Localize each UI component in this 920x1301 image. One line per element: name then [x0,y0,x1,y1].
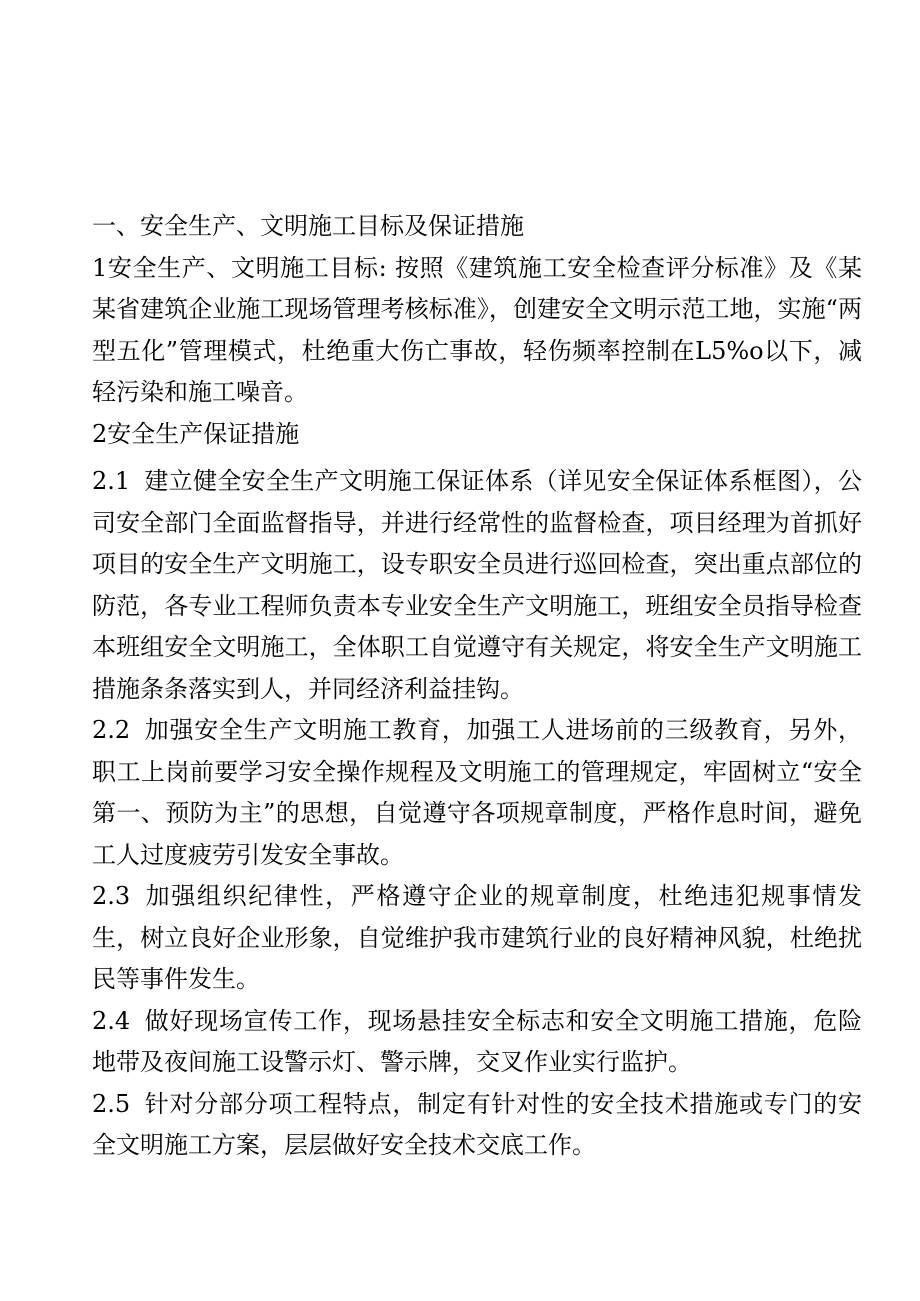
document-body [92,206,862,1167]
item-text: 加强组织纪律性，严格遵守企业的规章制度，杜绝违犯规事情发生，树立良好企业形象，自觉维护我市建筑行业的良好精神风貌，杜绝扰民等事件发生。 [92,882,862,993]
item-2-5-paragraph [92,1084,862,1167]
item-number: 2.1 [92,467,131,495]
section2-title: 2安全生产保证措施 [92,419,300,448]
item-2-4-paragraph [92,1001,862,1084]
item-2-2-paragraph [92,710,862,876]
item-number: 2.3 [92,882,131,910]
section-heading: 一、安全生产、文明施工目标及保证措施 [92,212,524,240]
item-text: 针对分部分项工程特点，制定有针对性的安全技术措施或专门的安全文明施工方案，层层做好安全技术交底工作。 [92,1089,862,1159]
item-text: 建立健全安全生产文明施工保证体系（详见安全保证体系框图），公司安全部门全面监督指导，并进行经常性的监督检查，项目经理为首抓好项目的安全生产文明施工，设专职安全员进行巡回检查，突出重点部位的防范，各专业工程师负责本专业安全生产文明施工，班组安全员指导检查本班组安全文明施工，全体职工自觉遵守有关规定，将安全生产文明施工措施条条落实到人，并同经济利益挂钩。 [92,467,862,703]
section1-paragraph: 1安全生产、文明施工目标: 按照《建筑施工安全检查评分标准》及《某某省建筑企业施工现场管理考核标准》，创建安全文明示范工地，实施“两型五化”管理模式，杜绝重大伤亡事故，轻伤频率控制在L5%o以下，减轻污染和施工噪音。 [92,253,862,406]
item-text: 做好现场宣传工作，现场悬挂安全标志和安全文明施工措施，危险地带及夜间施工设警示灯、警示牌，交叉作业实行监护。 [92,1006,862,1076]
item-number: 2.4 [92,1006,131,1035]
item-text: 加强安全生产文明施工教育，加强工人进场前的三级教育，另外，职工上岗前要学习安全操作规程及文明施工的管理规定，牢固树立“安全第一、预防为主”的思想，自觉遵守各项规章制度，严格作息时间，避免工人过度疲劳引发安全事故。 [92,716,862,869]
item-number: 2.2 [92,716,131,744]
item-2-1-paragraph [92,461,862,710]
item-2-3-paragraph [92,876,862,1001]
item-number: 2.5 [92,1089,131,1118]
